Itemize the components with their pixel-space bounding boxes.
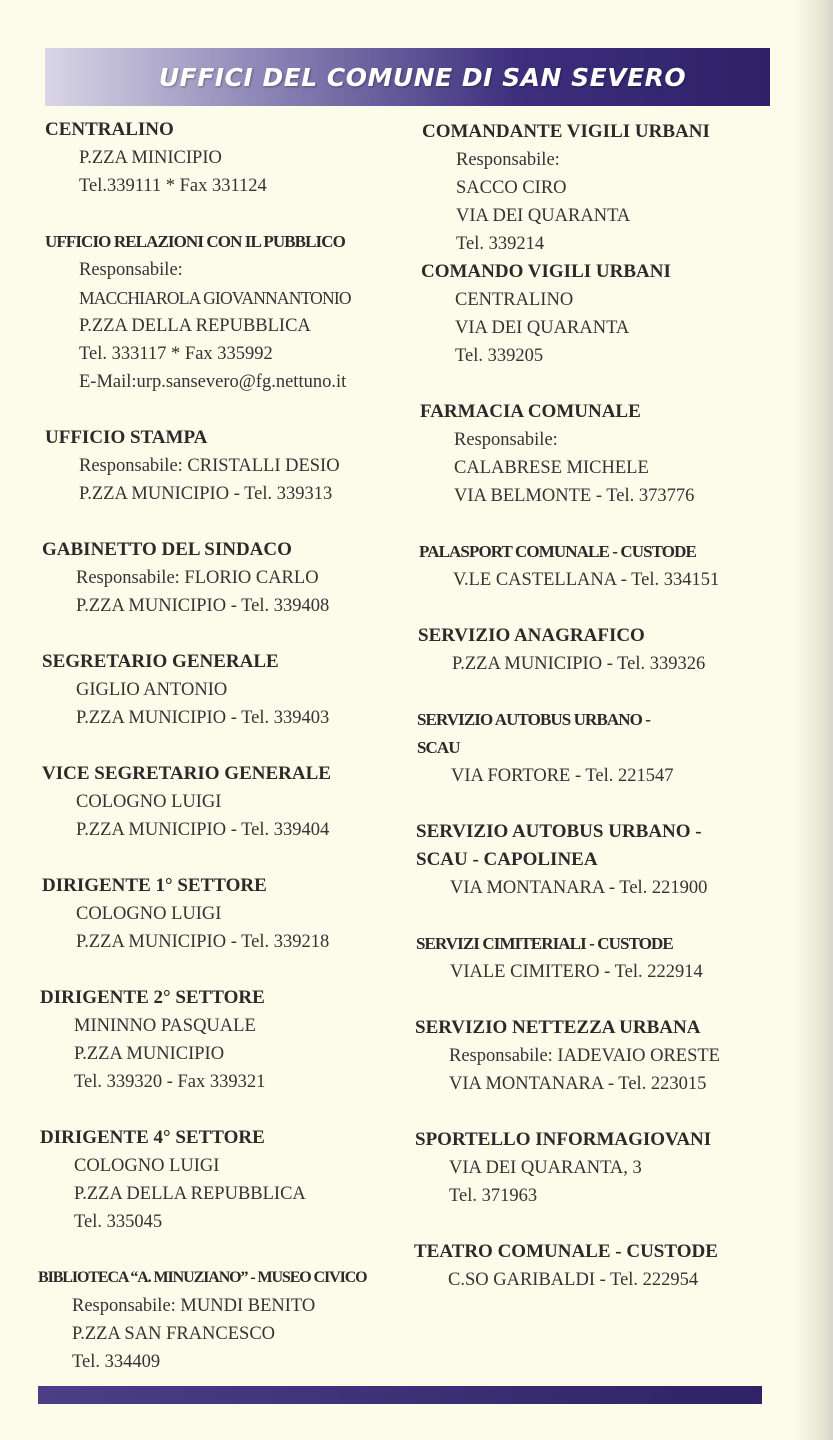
office-title: COMANDO VIGILI URBANI [421,261,671,282]
office-line: CALABRESE MICHELE [454,458,649,478]
office-teatro [414,1238,718,1294]
office-line: Responsabile: [79,260,183,280]
office-gabinetto [42,536,329,620]
office-comando-vigili [421,258,671,370]
office-line: Responsabile: CRISTALLI DESIO [79,456,340,476]
office-title: TEATRO COMUNALE - CUSTODE [414,1241,718,1262]
office-line: Tel. 339205 [455,346,544,366]
office-line: Tel. 335045 [74,1212,163,1232]
office-line: P.ZZA MUNICIPIO - Tel. 339313 [79,484,333,504]
office-line: Tel. 371963 [449,1186,538,1206]
office-palasport [419,538,719,594]
office-biblioteca [38,1264,367,1376]
office-title: SPORTELLO INFORMAGIOVANI [415,1129,712,1150]
office-dirigente-4 [40,1124,306,1236]
office-email: E-Mail:urp.sansevero@fg.nettuno.it [79,372,347,392]
office-line: P.ZZA MUNICIPIO - Tel. 339408 [76,596,330,616]
office-vice-segretario [42,760,331,844]
office-line: Tel. 333117 * Fax 335992 [79,344,273,364]
office-line: COLOGNO LUIGI [76,904,222,924]
office-line: Responsabile: FLORIO CARLO [76,568,319,588]
office-line: P.ZZA MUNICIPIO [74,1044,225,1064]
office-line: MININNO PASQUALE [74,1016,256,1036]
office-title: UFFICIO STAMPA [45,427,208,448]
office-title: SERVIZIO NETTEZZA URBANA [415,1017,701,1038]
office-title: SERVIZIO AUTOBUS URBANO - [416,821,702,842]
office-nettezza [415,1014,720,1098]
office-centralino [45,116,267,200]
page-edge-shadow [793,0,833,1440]
office-line: P.ZZA SAN FRANCESCO [72,1324,276,1344]
header-banner [45,48,770,106]
office-line: Tel. 334409 [72,1352,161,1372]
office-line: GIGLIO ANTONIO [76,680,228,700]
office-line: P.ZZA MUNICIPIO - Tel. 339403 [76,708,330,728]
office-title: FARMACIA COMUNALE [420,401,641,422]
office-title: BIBLIOTECA “A. MINUZIANO” - MUSEO CIVICO [38,1269,367,1286]
office-line: P.ZZA DELLA REPUBBLICA [74,1184,306,1204]
office-title-cont: SCAU - CAPOLINEA [416,849,598,870]
office-line: Responsabile: [454,430,558,450]
office-line: Tel. 339214 [456,234,545,254]
office-title-cont: SCAU [417,738,460,757]
office-line: P.ZZA MUNICIPIO - Tel. 339326 [452,654,706,674]
office-line: Tel.339111 * Fax 331124 [79,176,267,196]
office-title: SERVIZI CIMITERIALI - CUSTODE [416,934,673,953]
office-line: SACCO CIRO [456,178,567,198]
office-title: SERVIZIO AUTOBUS URBANO - [417,710,651,729]
office-anagrafico [418,622,705,678]
office-cimiteriali [416,930,703,986]
office-title: PALASPORT COMUNALE - CUSTODE [419,542,696,561]
office-line: CENTRALINO [455,290,574,310]
office-line: P.ZZA MUNICIPIO - Tel. 339218 [76,932,330,952]
office-dirigente-1 [42,872,329,956]
office-line: Responsabile: MUNDI BENITO [72,1296,316,1316]
office-stampa [45,424,340,508]
office-title: DIRIGENTE 2° SETTORE [40,987,265,1008]
office-line: P.ZZA MINICIPIO [79,148,222,168]
office-title: DIRIGENTE 4° SETTORE [40,1127,265,1148]
office-line: VIA DEI QUARANTA, 3 [449,1158,642,1178]
footer-bar [38,1386,762,1404]
office-title: SEGRETARIO GENERALE [42,651,279,672]
page-title: UFFICI DEL COMUNE DI SAN SEVERO [158,62,687,92]
office-segretario [42,648,329,732]
office-line: VIA MONTANARA - Tel. 223015 [449,1074,707,1094]
office-title: UFFICIO RELAZIONI CON IL PUBBLICO [45,232,345,251]
office-line: VIA BELMONTE - Tel. 373776 [454,486,695,506]
office-line: P.ZZA DELLA REPUBBLICA [79,316,311,336]
office-line: VIA DEI QUARANTA [455,318,630,338]
office-title: DIRIGENTE 1° SETTORE [42,875,267,896]
office-line: MACCHIAROLA GIOVANNANTONIO [79,288,351,308]
office-autobus [417,706,674,790]
office-dirigente-2 [40,984,265,1096]
office-urp [45,228,351,396]
office-line: P.ZZA MUNICIPIO - Tel. 339404 [76,820,330,840]
office-title: VICE SEGRETARIO GENERALE [42,763,331,784]
office-title: COMANDANTE VIGILI URBANI [422,121,710,142]
office-line: VIA MONTANARA - Tel. 221900 [450,878,708,898]
office-title: GABINETTO DEL SINDACO [42,539,292,560]
office-line: VIA DEI QUARANTA [456,206,631,226]
office-line: COLOGNO LUIGI [76,792,222,812]
office-line: V.LE CASTELLANA - Tel. 334151 [453,570,720,590]
office-autobus-capolinea [416,818,707,902]
office-line: C.SO GARIBALDI - Tel. 222954 [448,1270,699,1290]
office-line: COLOGNO LUIGI [74,1156,220,1176]
office-comandante-vigili [422,118,710,258]
office-line: VIA FORTORE - Tel. 221547 [451,766,674,786]
office-line: Tel. 339320 - Fax 339321 [74,1072,266,1092]
office-line: Responsabile: IADEVAIO ORESTE [449,1046,720,1066]
office-title: SERVIZIO ANAGRAFICO [418,625,645,646]
office-farmacia [420,398,694,510]
office-line: Responsabile: [456,150,560,170]
office-informagiovani [415,1126,711,1210]
office-line: VIALE CIMITERO - Tel. 222914 [450,962,703,982]
office-title: CENTRALINO [45,119,174,140]
